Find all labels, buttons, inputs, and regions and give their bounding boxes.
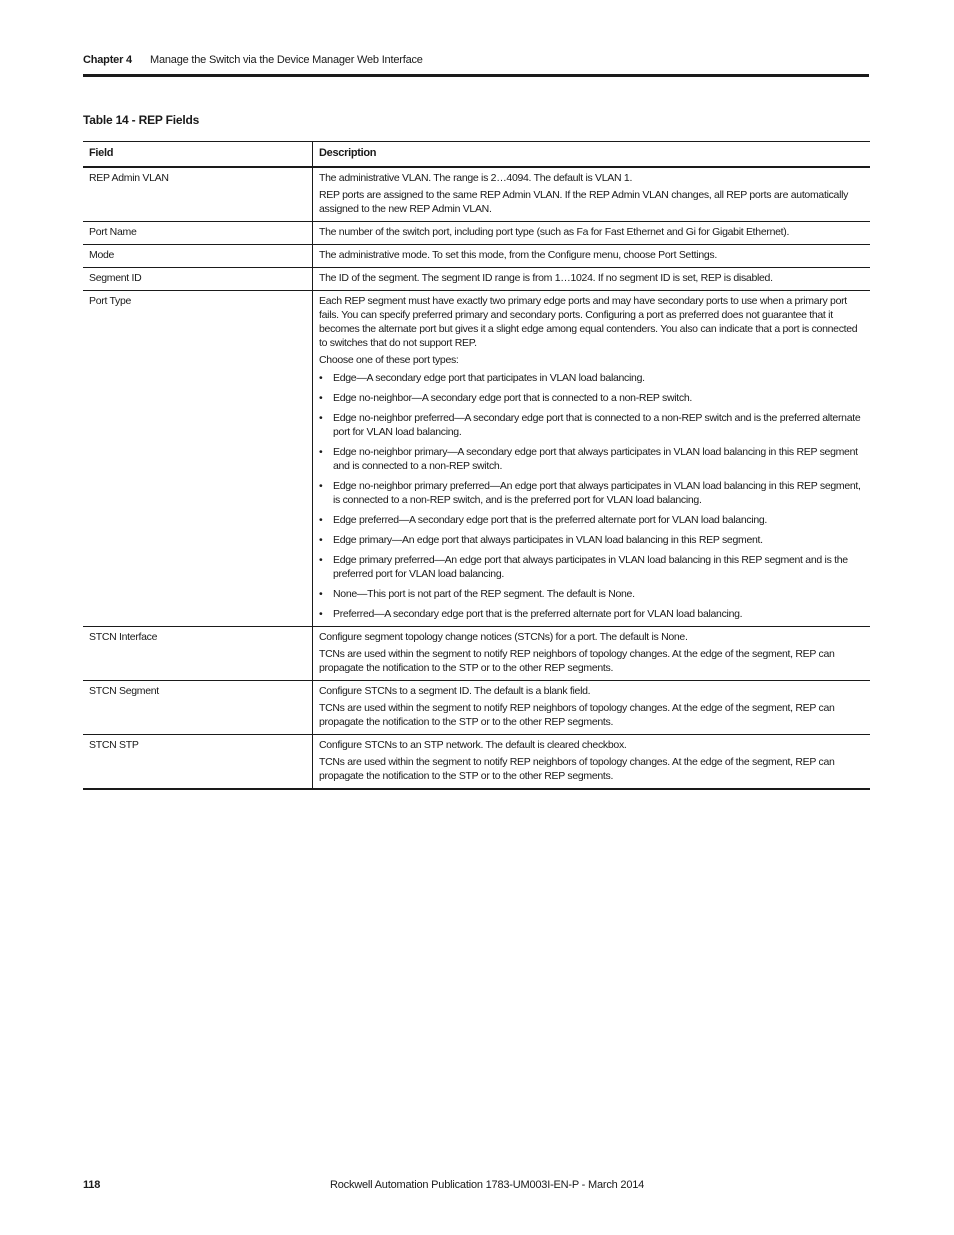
list-item: • Edge no-neighbor preferred—A secondary edge port that is connected to a non-REP switch and is the preferred alternate port for VLAN load balancing. bbox=[319, 411, 864, 439]
description-paragraph: Configure STCNs to a segment ID. The default is a blank field. bbox=[319, 685, 591, 697]
description-cell bbox=[313, 735, 871, 790]
field-cell: REP Admin VLAN bbox=[83, 167, 313, 222]
table-row bbox=[83, 681, 870, 735]
table-body bbox=[83, 167, 870, 789]
field-cell: STCN STP bbox=[83, 735, 313, 790]
description-paragraph: Configure STCNs to an STP network. The default is cleared checkbox. bbox=[319, 739, 627, 751]
list-item: • Edge primary—An edge port that always participates in VLAN load balancing in this REP segment. bbox=[319, 533, 864, 547]
description-cell bbox=[313, 222, 871, 245]
description-paragraph: The administrative mode. To set this mode, from the Configure menu, choose Port Settings. bbox=[319, 249, 717, 261]
field-cell: Port Type bbox=[83, 291, 313, 627]
description-paragraph: The number of the switch port, including port type (such as Fa for Fast Ethernet and Gi for Gigabit Ethernet). bbox=[319, 226, 790, 238]
column-header-description: Description bbox=[313, 142, 871, 168]
column-header-field: Field bbox=[83, 142, 313, 168]
list-item: • Edge no-neighbor primary—A secondary edge port that always participates in VLAN load balancing in this REP segment and is connected to a non-REP switch. bbox=[319, 445, 864, 473]
table-row bbox=[83, 291, 870, 627]
description-paragraph: Choose one of these port types: bbox=[319, 354, 459, 366]
list-item: • Edge primary preferred—An edge port that always participates in VLAN load balancing in this REP segment and is the preferred port for VLAN load balancing. bbox=[319, 553, 864, 581]
publication-info: Rockwell Automation Publication 1783-UM003I-EN-P - March 2014 bbox=[330, 1179, 645, 1191]
list-item: • Edge preferred—A secondary edge port that is the preferred alternate port for VLAN load balancing. bbox=[319, 513, 864, 527]
running-header bbox=[83, 52, 869, 68]
chapter-title: Manage the Switch via the Device Manager Web Interface bbox=[150, 54, 423, 66]
table-title: Table 14 - REP Fields bbox=[83, 113, 200, 127]
description-cell bbox=[313, 627, 871, 681]
table-row bbox=[83, 735, 870, 790]
description-cell bbox=[313, 268, 871, 291]
description-paragraph: Each REP segment must have exactly two primary edge ports and may have secondary ports to use when a primary port fails. You can specify preferred primary and secondary ports. Configuring a port as preferred does not guarantee that it becomes the alternate port but gives it a slight edge among equal contenders. You also can indicate that a port is connected to switches that do not support REP. bbox=[319, 295, 858, 349]
table-row bbox=[83, 245, 870, 268]
list-item: • Preferred—A secondary edge port that is the preferred alternate port for VLAN load balancing. bbox=[319, 607, 864, 621]
description-paragraph: TCNs are used within the segment to notify REP neighbors of topology changes. At the edge of the segment, REP can propagate the notification to the STP or to the other REP segments. bbox=[319, 756, 835, 782]
table-row bbox=[83, 222, 870, 245]
table-row bbox=[83, 167, 870, 222]
description-paragraph: TCNs are used within the segment to notify REP neighbors of topology changes. At the edge of the segment, REP can propagate the notification to the STP or to the other REP segments. bbox=[319, 702, 835, 728]
description-paragraph: TCNs are used within the segment to notify REP neighbors of topology changes. At the edge of the segment, REP can propagate the notification to the STP or to the other REP segments. bbox=[319, 648, 835, 674]
description-paragraph: REP ports are assigned to the same REP Admin VLAN. If the REP Admin VLAN changes, all REP ports are automatically assigned to the new REP Admin VLAN. bbox=[319, 189, 849, 215]
header-rule bbox=[83, 74, 869, 77]
chapter-label: Chapter 4 bbox=[83, 54, 132, 66]
list-item: • None—This port is not part of the REP segment. The default is None. bbox=[319, 587, 864, 601]
description-cell bbox=[313, 681, 871, 735]
port-type-list bbox=[319, 371, 864, 621]
field-cell: STCN Segment bbox=[83, 681, 313, 735]
table-header-row bbox=[83, 142, 870, 168]
description-paragraph: The administrative VLAN. The range is 2…4094. The default is VLAN 1. bbox=[319, 172, 633, 184]
list-item: • Edge no-neighbor—A secondary edge port that is connected to a non-REP switch. bbox=[319, 391, 864, 405]
field-cell: Port Name bbox=[83, 222, 313, 245]
description-cell bbox=[313, 167, 871, 222]
field-cell: STCN Interface bbox=[83, 627, 313, 681]
table-row bbox=[83, 627, 870, 681]
description-paragraph: The ID of the segment. The segment ID range is from 1…1024. If no segment ID is set, REP is disabled. bbox=[319, 272, 773, 284]
description-cell bbox=[313, 291, 871, 627]
description-paragraph: Configure segment topology change notices (STCNs) for a port. The default is None. bbox=[319, 631, 688, 643]
field-cell: Mode bbox=[83, 245, 313, 268]
field-cell: Segment ID bbox=[83, 268, 313, 291]
page-number: 118 bbox=[83, 1179, 101, 1191]
list-item: • Edge no-neighbor primary preferred—An edge port that always participates in VLAN load balancing in this REP segment, is connected to a non-REP switch, and is the preferred port for VLAN load balancing. bbox=[319, 479, 864, 507]
table-row bbox=[83, 268, 870, 291]
list-item: • Edge—A secondary edge port that participates in VLAN load balancing. bbox=[319, 371, 864, 385]
description-cell bbox=[313, 245, 871, 268]
rep-fields-table bbox=[83, 141, 870, 790]
